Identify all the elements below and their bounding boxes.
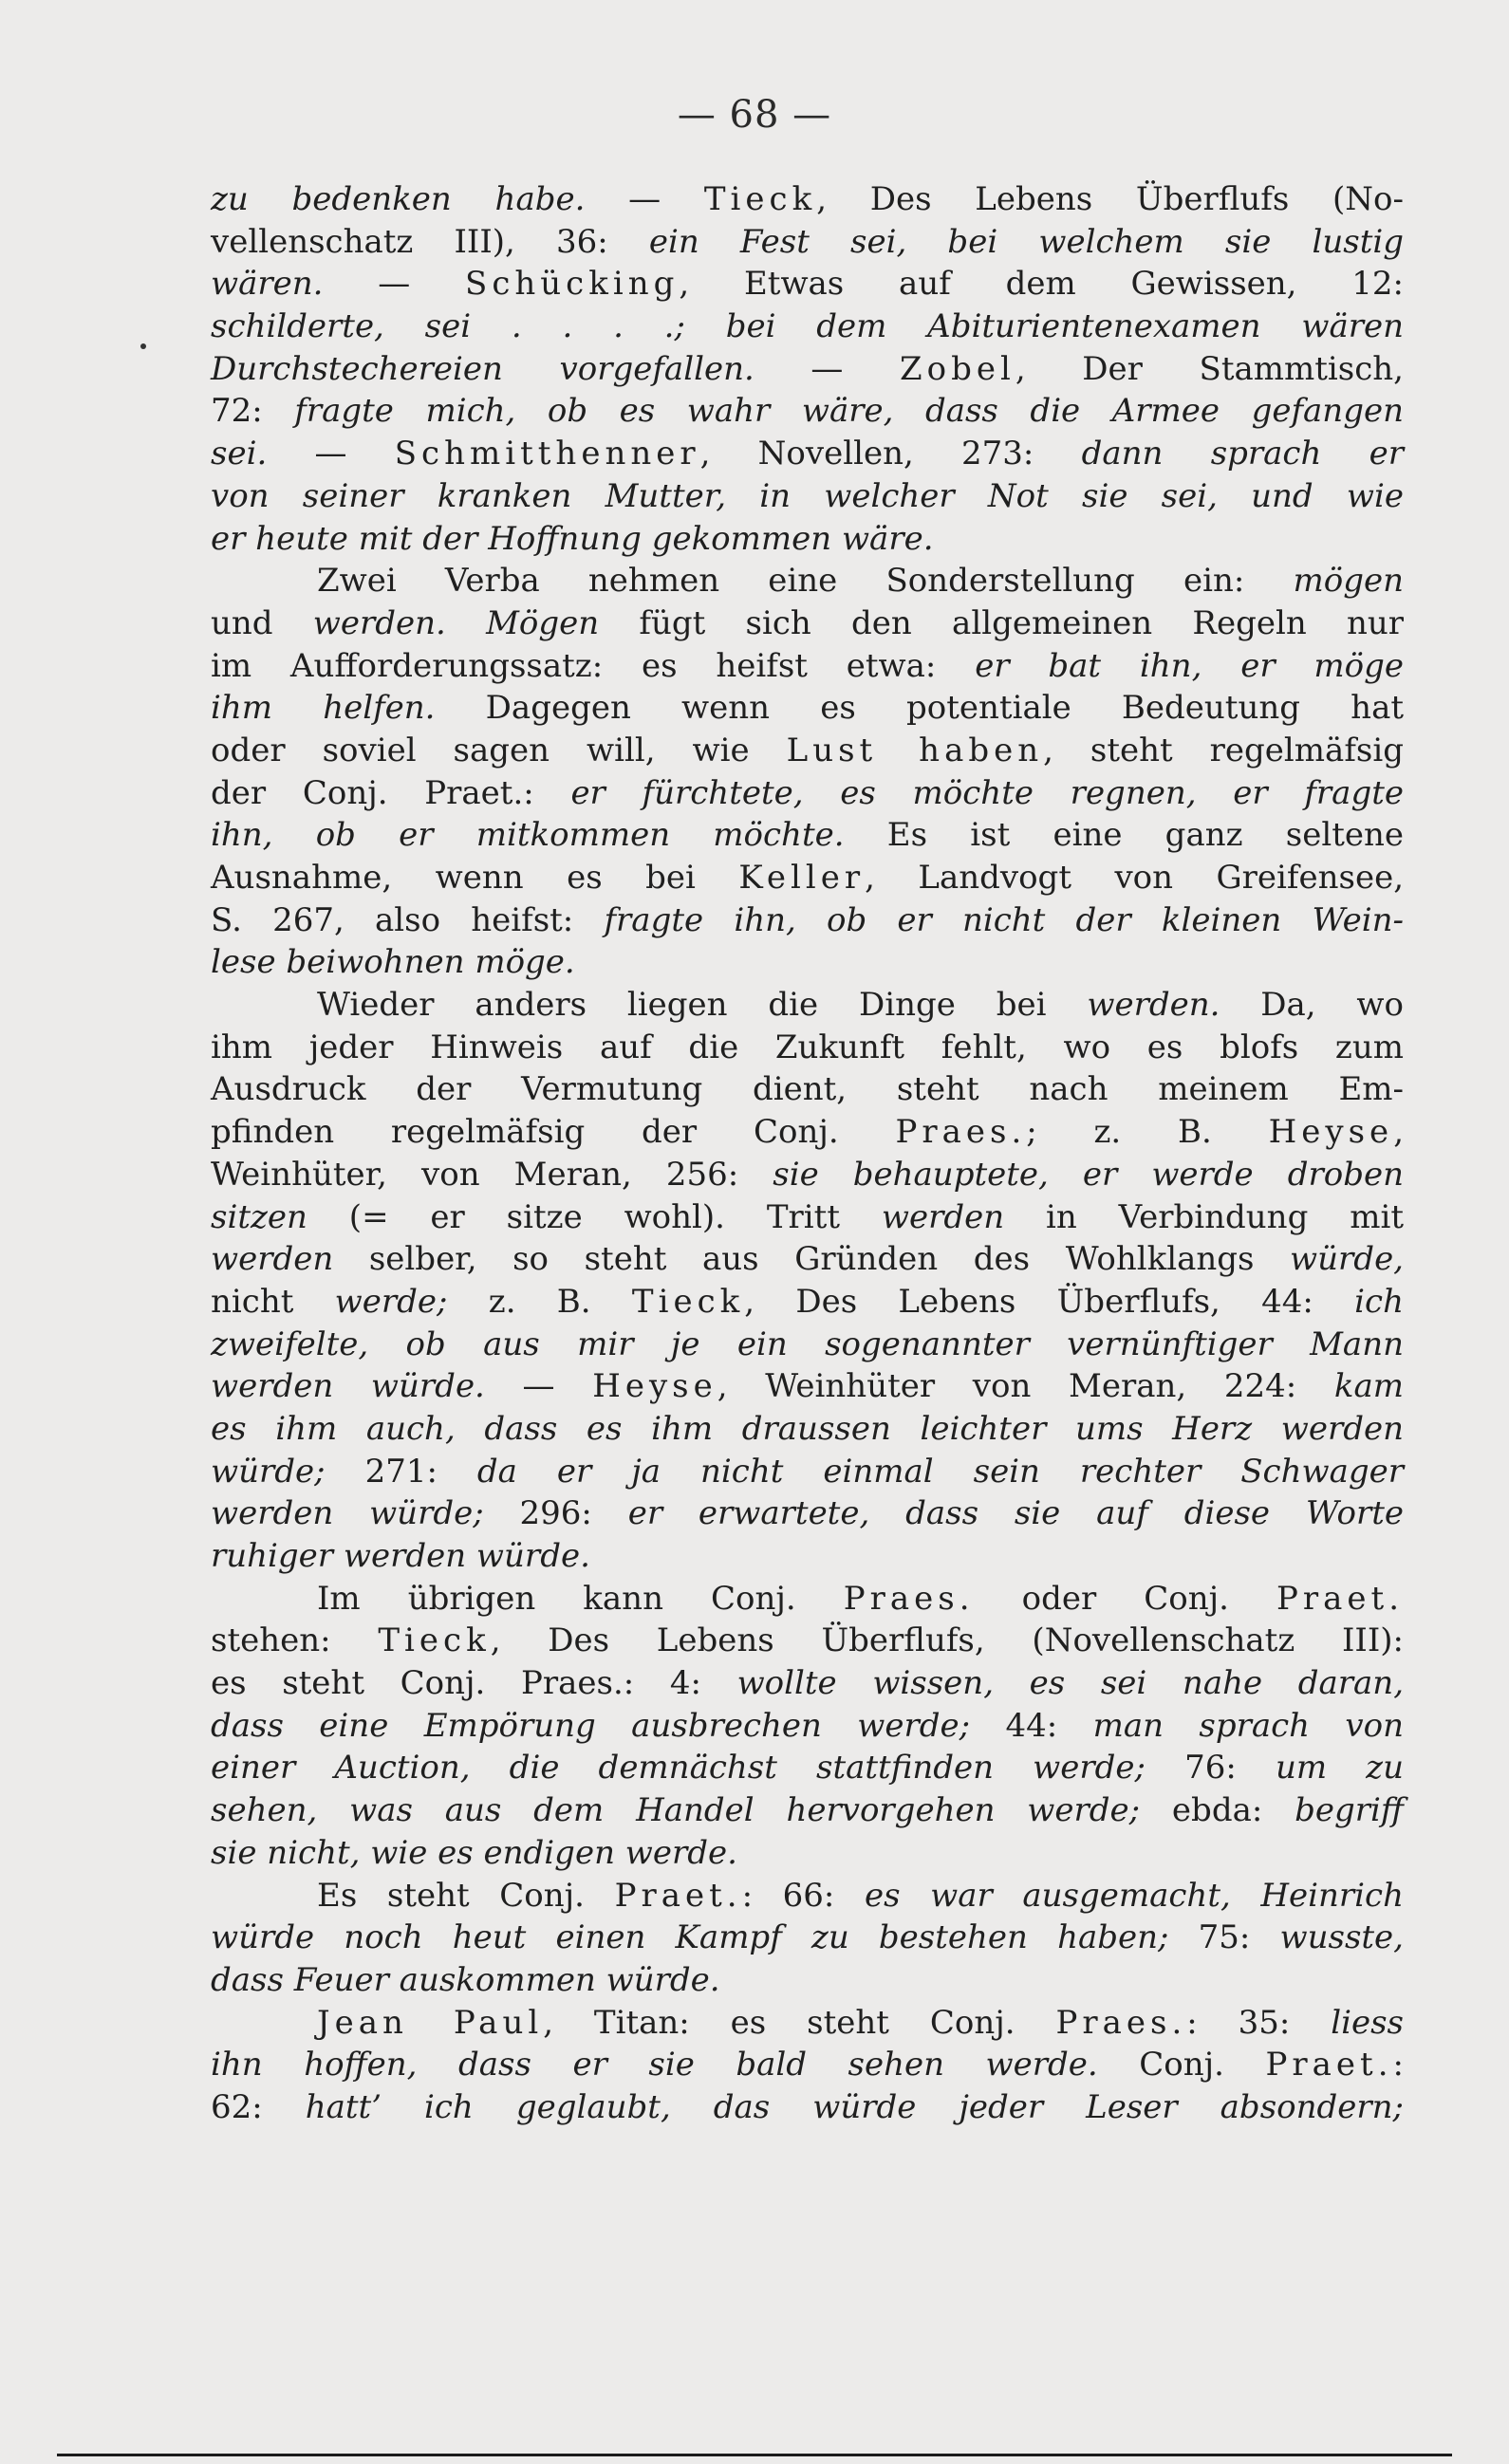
author-name: Heyse: [1268, 1113, 1394, 1152]
italic-quote: einer Auction, die demnächst stattfinden werde;: [211, 1749, 1146, 1788]
italic-quote: sei.: [211, 435, 268, 473]
text-line: [211, 1154, 1404, 1196]
text-line: [211, 1747, 1404, 1789]
italic-quote: werden.: [312, 603, 446, 642]
text-segment: oder Conj.: [974, 1579, 1277, 1618]
italic-quote: wären.: [211, 265, 324, 304]
text-line: [211, 433, 1404, 475]
italic-quote: werden würde;: [211, 1494, 484, 1533]
italic-quote: würde,: [1290, 1240, 1404, 1279]
italic-quote: fragte mich, ob es wahr wäre, dass die Armee gefangen: [294, 392, 1404, 431]
italic-quote: er heute mit der Hoffnung gekommen wäre.: [211, 519, 934, 558]
text-line: [211, 178, 1404, 221]
italic-quote: werden: [211, 1240, 334, 1279]
text-line: [211, 390, 1404, 433]
italic-quote: werden: [881, 1197, 1005, 1236]
text-segment: , Des Lebens Überflufs, (Novellenschatz III):: [490, 1621, 1405, 1660]
italic-quote: würde;: [211, 1452, 326, 1491]
italic-quote: er fürchtete, es möchte regnen, er fragte: [570, 773, 1404, 812]
text-segment: , Der Stammtisch,: [1015, 349, 1404, 388]
text-line: [211, 941, 1404, 984]
text-line: [211, 1959, 1404, 2002]
italic-quote: ihn, ob er mitkommen möchte.: [211, 816, 845, 855]
text-segment: S. 267, also heifst:: [211, 900, 605, 939]
text-line: [211, 475, 1404, 518]
text-segment: ; z. B.: [1026, 1113, 1269, 1152]
italic-quote: ihn hoffen, dass er sie bald sehen werde.: [211, 2046, 1098, 2084]
text-line: [211, 1917, 1404, 1959]
author-name: Zobel: [900, 349, 1015, 388]
text-line: [211, 1875, 1404, 1917]
text-line: [211, 730, 1404, 772]
text-line: [211, 1068, 1404, 1111]
text-segment: :: [1392, 2046, 1404, 2084]
text-line: [211, 687, 1404, 730]
text-line: [211, 1832, 1404, 1875]
text-segment: , Landvogt von Greifensee,: [865, 859, 1404, 897]
text-segment: ,: [1393, 1113, 1404, 1152]
text-segment: Es steht Conj.: [317, 1876, 615, 1915]
text-segment: , Des Lebens Überflufs (No-: [816, 180, 1405, 218]
italic-quote: würde noch heut einen Kampf zu bestehen haben;: [211, 1918, 1169, 1957]
text-segment: : 35:: [1186, 2003, 1332, 2042]
author-name: Keller: [738, 859, 866, 897]
text-segment: —: [323, 265, 466, 304]
text-segment: Weinhüter, von Meran, 256:: [211, 1155, 773, 1194]
italic-quote: werden.: [1087, 986, 1220, 1025]
italic-quote: man sprach von: [1092, 1706, 1404, 1745]
italic-quote: ruhiger werden würde.: [211, 1537, 590, 1575]
text-line: [211, 1027, 1404, 1069]
italic-quote: um zu: [1275, 1749, 1404, 1788]
author-name: Schücking: [465, 265, 680, 304]
italic-quote: es war ausgemacht, Heinrich: [864, 1876, 1404, 1915]
author-name: Tieck: [631, 1282, 745, 1321]
text-line: [211, 2086, 1404, 2129]
text-line: [211, 1662, 1404, 1705]
text-segment: Zwei Verba nehmen eine Sonderstellung ein:: [317, 562, 1294, 601]
text-line: [211, 645, 1404, 688]
italic-quote: Durchstechereien vorgefallen.: [211, 349, 754, 388]
text-segment: —: [484, 1367, 593, 1406]
bottom-edge-rule: [57, 2454, 1452, 2456]
italic-quote: es ihm auch, dass es ihm draussen leichter ums Herz werden: [211, 1409, 1404, 1448]
author-name: Schmitthenner: [394, 435, 700, 473]
text-line: [211, 1281, 1404, 1324]
text-segment: Conj.: [1097, 2046, 1266, 2084]
text-line: [211, 1238, 1404, 1281]
text-segment: 62:: [211, 2087, 306, 2126]
text-line: [211, 2002, 1404, 2045]
text-segment: —: [754, 349, 901, 388]
italic-quote: zweifelte, ob aus mir je ein sogenannter vernünftiger Mann: [211, 1325, 1404, 1363]
text-line: [211, 306, 1404, 348]
text-segment: Im übrigen kann Conj.: [317, 1579, 844, 1618]
text-line: [211, 2044, 1404, 2086]
author-name: Tieck: [378, 1621, 491, 1660]
text-segment: im Aufforderungssatz: es heifst etwa:: [211, 646, 976, 685]
italic-quote: begriff: [1295, 1791, 1404, 1830]
italic-quote: werden würde.: [211, 1367, 485, 1406]
italic-quote: ich: [1354, 1282, 1404, 1321]
text-segment: , steht regelmäfsig: [1043, 731, 1404, 769]
text-segment: Wieder anders liegen die Dinge bei: [317, 986, 1088, 1025]
italic-quote: werde;: [334, 1282, 448, 1321]
italic-quote: sehen, was aus dem Handel hervorgehen werde;: [211, 1791, 1141, 1830]
text-line: [211, 1196, 1404, 1239]
text-line: [211, 348, 1404, 391]
text-segment: 72:: [211, 392, 295, 431]
text-segment: , Des Lebens Überflufs, 44:: [744, 1282, 1355, 1321]
italic-quote: da er ja nicht einmal sein rechter Schwager: [476, 1452, 1404, 1491]
italic-quote: er erwartete, dass sie auf diese Worte: [627, 1494, 1405, 1533]
page-number: — 68 —: [677, 93, 832, 137]
text-segment: oder soviel sagen will, wie: [211, 731, 787, 769]
text-line: [211, 1408, 1404, 1451]
text-segment: 271:: [325, 1452, 477, 1491]
italic-quote: schilderte, sei . . . .; bei dem Abiturientenexamen wären: [211, 307, 1404, 346]
text-segment: [446, 604, 486, 642]
italic-quote: fragte ihn, ob er nicht der kleinen Wein-: [604, 900, 1404, 939]
text-segment: Da, wo: [1220, 986, 1405, 1025]
author-name: Praet.: [614, 1876, 742, 1915]
italic-quote: kam: [1333, 1367, 1404, 1406]
italic-quote: ein Fest sei, bei welchem sie lustig: [648, 222, 1405, 261]
text-segment: selber, so steht aus Gründen des Wohlklangs: [333, 1240, 1291, 1279]
italic-quote: wollte wissen, es sei nahe daran,: [736, 1664, 1405, 1703]
author-name: Heyse: [592, 1367, 717, 1406]
italic-quote: sie behauptete, er werde droben: [773, 1155, 1404, 1194]
italic-quote: dass Feuer auskommen würde.: [211, 1960, 720, 1999]
author-name: Praes.: [843, 1579, 975, 1618]
body-text: [211, 178, 1404, 2129]
text-segment: ebda:: [1140, 1791, 1295, 1830]
italic-quote: dass eine Empörung ausbrechen werde;: [211, 1706, 971, 1745]
text-line: [211, 857, 1404, 899]
author-name: Tieck: [703, 180, 817, 218]
italic-quote: zu bedenken habe.: [211, 180, 586, 218]
text-segment: , Titan: es steht Conj.: [543, 2003, 1056, 2042]
text-line: [211, 1324, 1404, 1366]
text-segment: Ausnahme, wenn es bei: [211, 859, 739, 897]
italic-quote: sie nicht, wie es endigen werde.: [211, 1833, 737, 1872]
italic-quote: von seiner kranken Mutter, in welcher Not sie sei, und wie: [211, 476, 1404, 515]
text-segment: 75:: [1168, 1918, 1280, 1957]
italic-quote: Mögen: [486, 603, 600, 642]
text-segment: in Verbindung mit: [1004, 1197, 1405, 1236]
text-line: [211, 560, 1404, 602]
text-line: [211, 1578, 1404, 1621]
text-line: [211, 814, 1404, 857]
author-name: Lust haben: [786, 731, 1044, 769]
text-line: [211, 1111, 1404, 1154]
text-line: [211, 1705, 1404, 1748]
italic-quote: ihm helfen.: [211, 689, 436, 728]
author-name: Praet.: [1276, 1579, 1405, 1618]
text-segment: Es ist eine ganz seltene: [844, 816, 1404, 855]
text-segment: Dagegen wenn es potentiale Bedeutung hat: [435, 689, 1405, 728]
author-name: Praes.: [895, 1113, 1027, 1152]
text-line: [211, 602, 1404, 645]
text-line: [211, 1365, 1404, 1408]
text-line: [211, 772, 1404, 815]
text-segment: 296:: [483, 1494, 628, 1533]
text-segment: fügt sich den allgemeinen Regeln nur: [599, 603, 1404, 642]
text-segment: —: [267, 435, 395, 473]
text-segment: 76:: [1146, 1749, 1276, 1788]
italic-quote: lese beiwohnen möge.: [211, 943, 575, 982]
text-line: [211, 1535, 1404, 1578]
text-segment: 44:: [970, 1706, 1093, 1745]
text-line: [211, 899, 1404, 942]
author-name: Jean Paul: [317, 2003, 544, 2042]
text-segment: pfinden regelmäfsig der Conj.: [211, 1113, 896, 1152]
italic-quote: wusste,: [1279, 1918, 1404, 1957]
text-segment: , Novellen, 273:: [699, 435, 1082, 473]
text-line: [211, 221, 1404, 264]
text-segment: , Weinhüter von Meran, 224:: [717, 1367, 1334, 1406]
text-line: [211, 518, 1404, 561]
text-segment: ihm jeder Hinweis auf die Zukunft fehlt, wo es blofs zum: [211, 1028, 1404, 1066]
italic-quote: dann sprach er: [1081, 435, 1404, 473]
text-line: [211, 1620, 1404, 1662]
text-line: [211, 1789, 1404, 1832]
italic-quote: er bat ihn, er möge: [975, 646, 1404, 685]
text-segment: (= er sitze wohl). Tritt: [307, 1197, 882, 1236]
text-segment: z. B.: [447, 1282, 632, 1321]
text-line: [211, 984, 1404, 1027]
text-segment: der Conj. Praet.:: [211, 773, 571, 812]
italic-quote: hatt’ ich geglaubt, das würde jeder Leser absondern;: [305, 2087, 1405, 2126]
author-name: Praet.: [1265, 2046, 1393, 2084]
text-segment: es steht Conj. Praes.: 4:: [211, 1664, 737, 1703]
margin-dot-mark: [140, 343, 146, 349]
text-segment: stehen:: [211, 1621, 379, 1660]
text-segment: Ausdruck der Vermutung dient, steht nach meinem Em-: [211, 1070, 1404, 1109]
text-line: [211, 1451, 1404, 1493]
text-segment: vellenschatz III), 36:: [211, 222, 649, 261]
text-segment: , Etwas auf dem Gewissen, 12:: [679, 265, 1404, 304]
italic-quote: sitzen: [211, 1197, 307, 1236]
text-line: [211, 1492, 1404, 1535]
text-segment: —: [585, 180, 704, 218]
author-name: Praes.: [1055, 2003, 1187, 2042]
italic-quote: liess: [1331, 2003, 1404, 2042]
text-line: [211, 263, 1404, 306]
italic-quote: mögen: [1293, 562, 1404, 601]
text-segment: und: [211, 603, 313, 642]
text-segment: : 66:: [741, 1876, 865, 1915]
text-segment: nicht: [211, 1282, 335, 1321]
